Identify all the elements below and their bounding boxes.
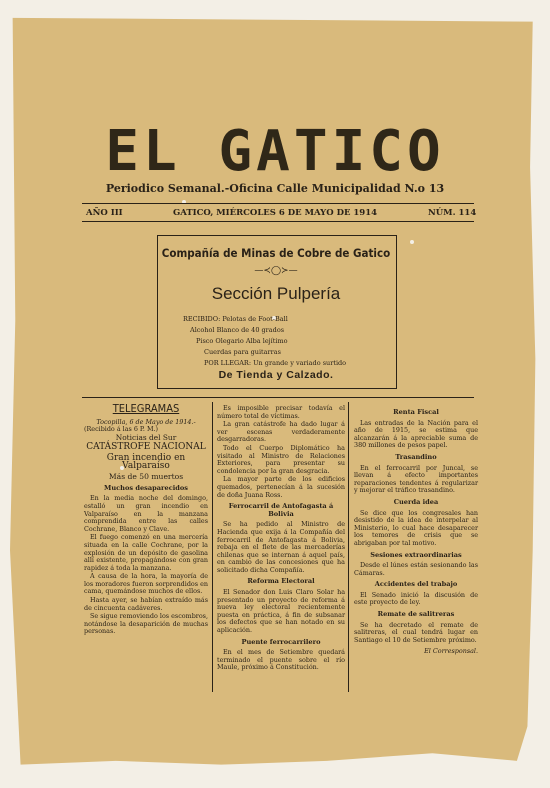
ad-item: RECIBIDO: Pelotas de Foot-Ball — [183, 315, 288, 323]
article-paragraph: La mayor parte de los edificios quemados, pertenecían á la sucesión de doña Juana Ross. — [217, 475, 345, 499]
article-paragraph: La gran catástrofe ha dado lugar á ver escenas verdaderamente desgarradoras. — [217, 420, 345, 444]
ad-company: Compañía de Minas de Cobre de Gatico — [161, 246, 391, 260]
headline-remate: Remate de salitreras — [377, 610, 455, 619]
article-paragraph: Desde el lúnes están sesionando las Cámaras. — [354, 561, 478, 577]
article-paragraph: El Senador don Luis Claro Solar ha presentado un proyecto de reforma á nueva ley electoral recientemente puesta en práctica, á fin de subsanar los defectos que se han notado en su aplicación. — [217, 588, 345, 635]
article-paragraph: En la media noche del domingo, estalló un gran incendio en Valparaíso en la manzana comprendida entre las calles Cochrane, Blanco y Clave. — [84, 494, 208, 533]
headline-reforma-electoral: Reforma Electoral — [247, 577, 315, 586]
ad-item: Alcohol Blanco de 40 grados — [190, 326, 285, 334]
article-paragraph: Se ha pedido al Ministro de Hacienda que exija á la Compañía del ferrocarril de Antofagasta á Bolivia, rebaja en el flete de las mercaderías chilenas que se internan á aquel país, en cambio de las concesiones que ha solicitado dicha Compañía. — [217, 520, 345, 574]
section-title-telegramas: TELEGRAMAS — [112, 402, 180, 415]
article-paragraph: Se dice que los congresales han desistido de la idea de interpelar al Ministerio, lo cual hace desaparecer los temores de crisis que se abrigaban por tal motivo. — [354, 508, 478, 547]
article-paragraph: A causa de la hora, la mayoría de los moradores fueron sorprendidos en cama, quemándose muchos de ellos. — [84, 572, 208, 596]
issue-year: AÑO III — [86, 208, 123, 218]
article-paragraph: En el mes de Setiembre quedará terminado el puente sobre el río Maule, próximo á Constitución. — [217, 648, 345, 672]
headline-catastrofe: CATÁSTROFE NACIONAL — [86, 442, 206, 453]
paper-hole — [410, 240, 414, 244]
article-paragraph: Es imposible precisar todavía el número total de víctimas. — [217, 404, 345, 420]
article-paragraph: Se ha decretado el remate de salitreras, el cual tendrá lugar en Santiago el 10 de Setiembre próximo. — [354, 620, 478, 644]
headline-puente: Puente ferrocarrilero — [241, 637, 321, 646]
article-paragraph: El fuego comenzó en una mercería situada en la calle Cochrane, por la explosión de un depósito de gasolina allí existente, propagándose con gran rapidez á toda la manzana. — [84, 533, 208, 572]
headline-incendio: Gran incendio en Valparaíso — [106, 452, 186, 471]
headline-sesiones: Sesiones extraordinarias — [370, 550, 462, 559]
masthead-subtitle: Periodico Semanal.-Oficina Calle Municipalidad N.o 13 — [105, 182, 445, 195]
article-paragraph: Hasta ayer, se habían extraído más de cincuenta cadáveres. — [84, 596, 208, 612]
telegram-dateline: Tocopilla, 6 de Mayo de 1914.- — [96, 417, 196, 426]
headline-muertos: Más de 50 muertos — [108, 472, 184, 482]
article-paragraph: Las entradas de la Nación para el año de 1915, se estima que alcanzarán á la apreciable suma de 380 millones de pesos papel. — [354, 418, 478, 450]
telegram-received: (Recibido á las 6 P. M.) — [84, 425, 159, 434]
article-paragraph: Se sigue removiendo los escombros, notándose la desaparición de muchas personas. — [84, 612, 208, 636]
rule-columns — [82, 397, 474, 398]
column-divider — [212, 402, 213, 692]
headline-desaparecidos: Muchos desaparecidos — [104, 483, 188, 492]
rule-top — [82, 203, 474, 204]
headline-accidentes: Accidentes del trabajo — [374, 580, 458, 589]
rule-bottom — [82, 221, 474, 222]
article-paragraph: Todo el Cuerpo Diplomático ha visitado al Ministro de Relaciones Exteriores, para presentar su condolencia por la gran desgracia. — [217, 443, 345, 475]
ad-item: POR LLEGAR: Un grande y variado surtido — [204, 359, 347, 367]
ad-item: Cuerdas para guitarras — [204, 348, 281, 356]
headline-renta-fiscal: Renta Fiscal — [393, 408, 439, 416]
headline-trasandino: Trasandino — [395, 452, 437, 461]
headline-cuerda-idea: Cuerda idea — [393, 497, 439, 506]
column-middle — [217, 405, 345, 673]
issue-dateline: GATICO, MIÉRCOLES 6 DE MAYO DE 1914 — [172, 208, 378, 218]
telegram-source: Noticias del Sur — [115, 432, 177, 442]
headline-ferrocarril-bolivia: Ferrocarril de Antofagasta á Bolivia — [228, 502, 334, 518]
issue-number: NÚM. 114 — [428, 208, 477, 218]
article-paragraph: En el ferrocarril por Juncal, se llevan á efecto importantes reparaciones tendentes á regularizar y mejorar el tráfico trasandino. — [354, 463, 478, 495]
ad-section: Sección Pulpería — [211, 284, 341, 303]
column-right — [354, 405, 478, 656]
column-telegramas — [84, 403, 208, 637]
column-divider — [348, 402, 349, 692]
article-paragraph: El Senado inició la discusión de este proyecto de ley. — [354, 590, 478, 607]
ad-ornament: —≺◯≻— — [254, 266, 298, 276]
masthead-title: EL GATICO — [105, 119, 445, 184]
signature-corresponsal: El Corresponsal. — [424, 647, 478, 656]
ad-item: Pisco Olegario Alba lejítimo — [196, 337, 288, 345]
ad-closing: De Tienda y Calzado. — [218, 369, 334, 381]
